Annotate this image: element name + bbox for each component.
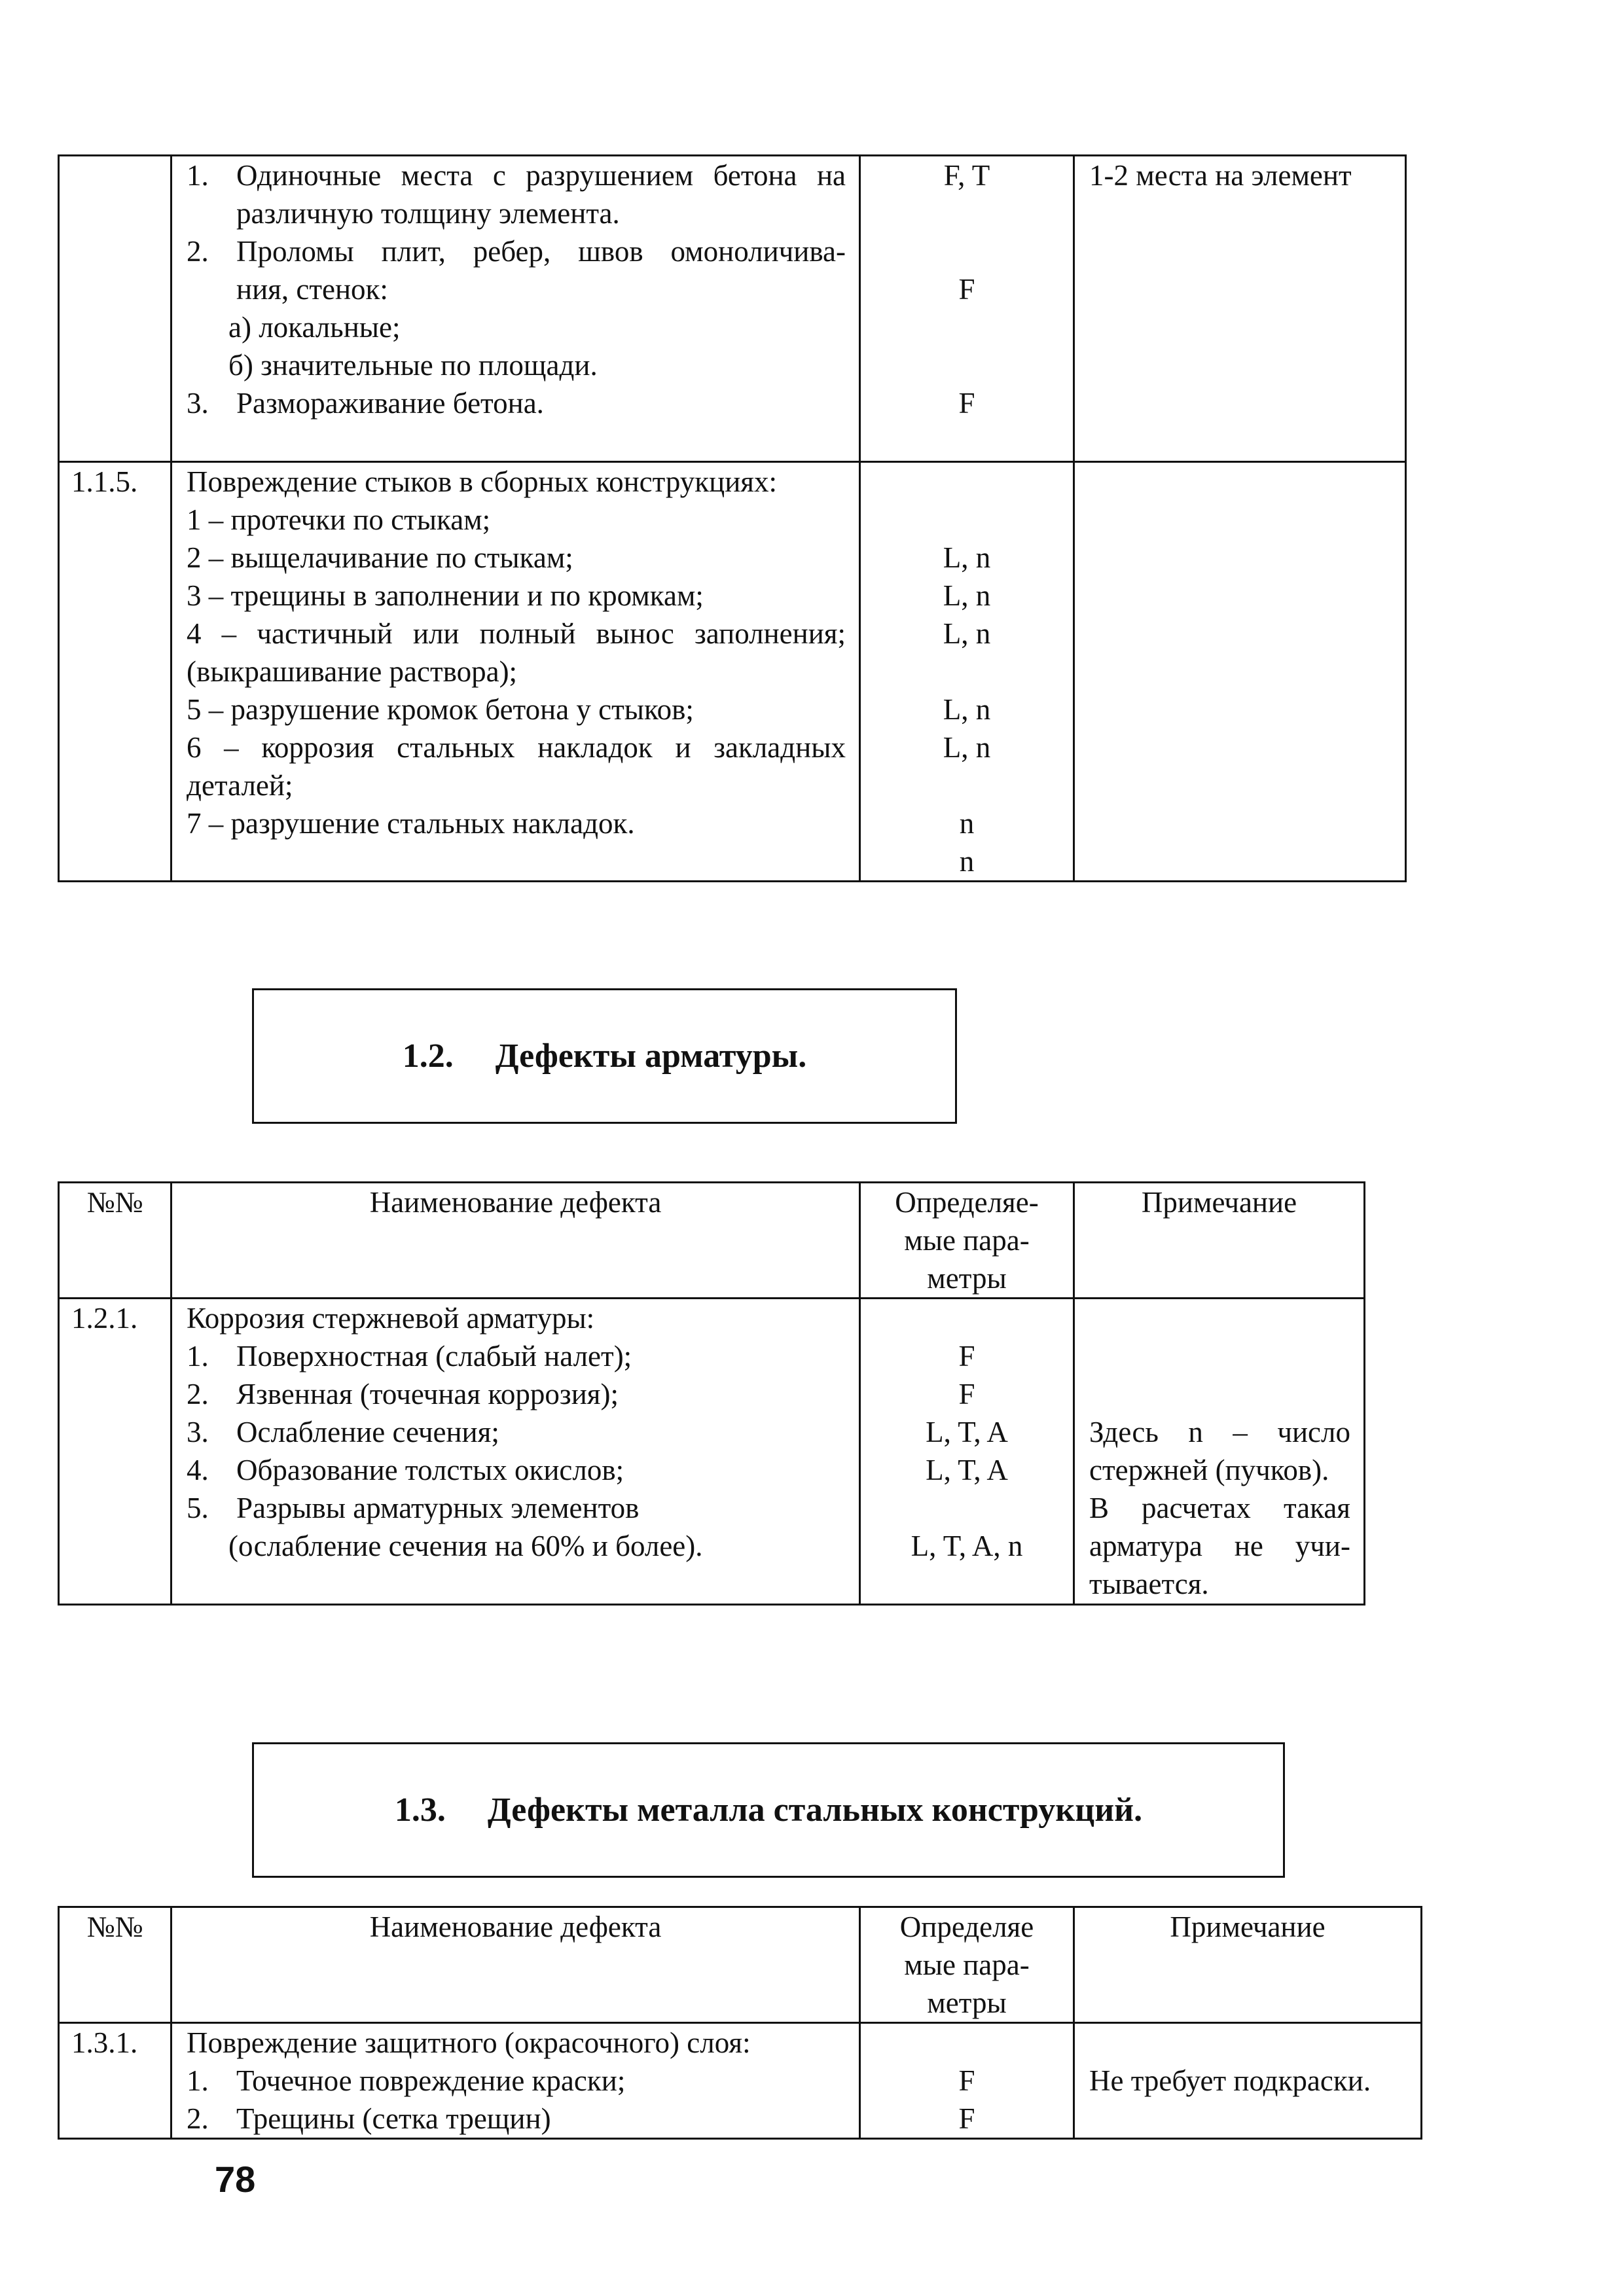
list-item: 5. Разрывы арматурных элементов — [187, 1492, 640, 1524]
header-defect-name: Наименование дефекта — [171, 1907, 860, 2023]
params-cell: F F L, T, A L, T, A L, T, A, n — [860, 1299, 1074, 1605]
table-steel-defects — [58, 1906, 1422, 2140]
section-title: Дефекты арматуры. — [495, 1037, 807, 1075]
params-cell: F F — [860, 2023, 1074, 2139]
params-cell: L, n L, n L, n L, n L, n n n — [860, 462, 1074, 882]
list-item: 1. Поверхностная (слабый налет); — [187, 1340, 632, 1372]
note-cell: Здесь n – число стержней (пучков). В расчетах такая арматура не учи- тывается. — [1074, 1299, 1365, 1605]
sub-item: б) значительные по площади. — [228, 349, 598, 382]
row-number-cell: 1.3.1. — [59, 2023, 171, 2139]
table-header-row — [59, 1183, 1365, 1299]
list-item: 1. Точечное повреждение краски; — [187, 2064, 626, 2097]
note-cell: Не требует подкраски. — [1074, 2023, 1422, 2139]
list-item: 2. Язвенная (точечная коррозия); — [187, 1378, 619, 1410]
section-heading-1-2 — [252, 988, 957, 1124]
header-params: Определяе мые пара- метры — [860, 1907, 1074, 2023]
defect-name-cell: Коррозия стержневой арматуры: 1. Поверхностная (слабый налет); 2. Язвенная (точечная коррозия); 3. Ослабление сечения; 4. Образование толстых окислов; 5. Разрывы арматурных элементов (ослабление сечения на 60% и более). — [171, 1299, 860, 1605]
table-concrete-defects-continued — [58, 154, 1407, 882]
section-number: 1.3. — [394, 1791, 446, 1829]
list-item: 1. Одиночные места с разрушением бетона на различную толщину элемента. — [187, 159, 846, 230]
note-cell: 1-2 места на элемент — [1074, 156, 1406, 462]
table-row — [59, 2023, 1422, 2139]
defect-name-cell: Повреждение защитного (окрасочного) слоя: 1. Точечное повреждение краски; 2. Трещины (сетка трещин) — [171, 2023, 860, 2139]
row-number-cell: 1.2.1. — [59, 1299, 171, 1605]
sub-item: а) локальные; — [228, 311, 401, 344]
table-reinforcement-defects — [58, 1181, 1365, 1605]
list-item: 2. Трещины (сетка трещин) — [187, 2102, 551, 2135]
note-cell — [1074, 462, 1406, 882]
section-number: 1.2. — [402, 1037, 454, 1075]
list-item-continuation: (ослабление сечения на 60% и более). — [228, 1530, 703, 1562]
section-heading-1-3 — [252, 1742, 1285, 1878]
page-number: 78 — [215, 2159, 256, 2200]
row-number-cell: 1.1.5. — [59, 462, 171, 882]
header-note: Примечание — [1074, 1907, 1422, 2023]
header-number: №№ — [59, 1907, 171, 2023]
defect-name-cell: Повреждение стыков в сборных конструкциях: 1 – протечки по стыкам; 2 – выщелачивание по стыкам; 3 – трещины в заполнении и по кромкам; 4 – частичный или полный вынос заполнения; (выкрашивание раствора); 5 – разрушение кромок бетона у стыков; 6 – коррозия стальных накладок и закладных деталей; 7 – разрушение стальных накладок. — [171, 462, 860, 882]
table-row — [59, 156, 1406, 462]
table-header-row — [59, 1907, 1422, 2023]
list-item: 4. Образование толстых окислов; — [187, 1454, 624, 1486]
table-row — [59, 462, 1406, 882]
header-defect-name: Наименование дефекта — [171, 1183, 860, 1299]
list-item: 2. Проломы плит, ребер, швов омоноличива- ния, стенок: — [187, 235, 846, 306]
list-item: 3. Ослабление сечения; — [187, 1416, 499, 1448]
header-note: Примечание — [1074, 1183, 1365, 1299]
defect-name-cell — [171, 156, 860, 462]
header-number: №№ — [59, 1183, 171, 1299]
header-params: Определяе- мые пара- метры — [860, 1183, 1074, 1299]
row-number-cell — [59, 156, 171, 462]
params-cell: F, T F F — [860, 156, 1074, 462]
section-title: Дефекты металла стальных конструкций. — [487, 1791, 1143, 1829]
list-item: 3. Размораживание бетона. — [187, 387, 544, 420]
table-row — [59, 1299, 1365, 1605]
